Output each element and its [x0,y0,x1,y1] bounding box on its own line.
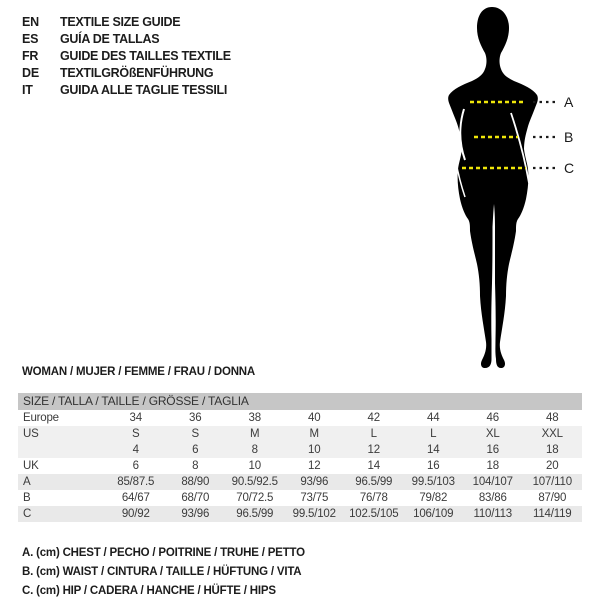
row-label: B [23,492,31,504]
marker-label-waist: B [564,129,574,145]
size-table-row [18,474,582,490]
size-table-row [18,426,582,442]
measure-legend [22,544,305,601]
size-table-header: SIZE / TALLA / TAILLE / GRÖSSE / TAGLIA [18,393,582,410]
size-cell: 14 [427,444,440,456]
language-guide-row [22,31,231,48]
size-cell: 12 [308,460,321,472]
size-cell: 96.5/99 [236,508,274,520]
size-cell: 73/75 [300,492,329,504]
row-label: C [23,508,32,520]
size-cell: 88/90 [181,476,210,488]
size-cell: 38 [248,412,261,424]
row-label: A [23,476,31,488]
size-cell: 90.5/92.5 [231,476,278,488]
size-cell: 6 [192,444,199,456]
language-guide [22,14,231,99]
size-cell: 107/110 [532,476,572,488]
size-cell: 42 [367,412,380,424]
size-cell: 76/78 [359,492,388,504]
size-cell: L [370,428,377,440]
size-cell: 90/92 [121,508,150,520]
size-cell: 87/90 [538,492,567,504]
size-table-body [18,410,582,522]
size-cell: 79/82 [419,492,448,504]
language-guide-row [22,82,231,99]
size-cell: XXL [541,428,563,440]
size-cell: 4 [132,444,139,456]
size-cell: 70/72.5 [236,492,274,504]
size-cell: 44 [427,412,440,424]
size-cell: 14 [367,460,380,472]
row-label: UK [23,460,39,472]
language-code: ES [22,32,39,46]
size-cell: 10 [308,444,321,456]
size-table [18,393,582,522]
size-cell: 6 [132,460,139,472]
size-table-row [18,442,582,458]
size-cell: 16 [427,460,440,472]
size-cell: 36 [189,412,202,424]
size-cell: 8 [251,444,258,456]
size-cell: 85/87.5 [117,476,155,488]
size-cell: 96.5/99 [355,476,393,488]
size-cell: 83/86 [478,492,507,504]
measure-legend-line: B. (cm) WAIST / CINTURA / TAILLE / HÜFTUNG / VITA [22,566,302,578]
size-cell: 93/96 [181,508,210,520]
size-cell: 102.5/105 [349,508,399,520]
language-code: EN [22,15,39,29]
language-guide-title: TEXTILGRÖßENFÜHRUNG [60,66,214,80]
measure-legend-line: A. (cm) CHEST / PECHO / POITRINE / TRUHE / PETTO [22,547,305,559]
marker-label-chest: A [564,94,574,110]
size-cell: 104/107 [472,476,513,488]
section-title: WOMAN / MUJER / FEMME / FRAU / DONNA [22,366,256,378]
language-guide-title: GUIDE DES TAILLES TEXTILE [60,49,231,63]
size-cell: 18 [546,444,559,456]
size-cell: 106/109 [413,508,454,520]
size-cell: 114/119 [533,508,572,520]
marker-label-hip: C [564,160,575,176]
size-cell: 8 [192,460,199,472]
size-cell: 34 [129,412,142,424]
row-label: US [23,428,39,440]
size-table-row [18,506,582,522]
size-cell: 48 [546,412,559,424]
language-code: DE [22,66,39,80]
size-cell: 20 [546,460,559,472]
size-cell: 18 [486,460,499,472]
size-cell: 16 [486,444,499,456]
size-cell: 64/67 [121,492,150,504]
measure-legend-line: C. (cm) HIP / CADERA / HANCHE / HÜFTE / HIPS [22,585,276,597]
size-cell: 93/96 [300,476,329,488]
language-guide-row [22,14,231,31]
size-cell: M [309,428,319,440]
language-guide-row [22,48,231,65]
size-cell: S [191,428,199,440]
size-cell: 99.5/102 [292,508,336,520]
size-cell: 99.5/103 [411,476,455,488]
size-cell: 68/70 [181,492,210,504]
row-label [18,442,106,458]
language-code: IT [22,83,33,97]
size-cell: S [132,428,140,440]
size-cell: M [250,428,260,440]
language-code: FR [22,49,39,63]
size-table-row [18,490,582,506]
size-cell: 12 [367,444,380,456]
size-cell: XL [485,428,500,440]
row-label: Europe [23,412,59,424]
size-cell: 40 [308,412,321,424]
size-cell: 110/113 [473,508,512,520]
language-guide-title: TEXTILE SIZE GUIDE [60,15,181,29]
size-cell: 46 [486,412,499,424]
size-table-row [18,458,582,474]
size-cell: L [430,428,437,440]
woman-silhouette-svg [405,5,595,375]
language-guide-title: GUÍA DE TALLAS [60,32,160,46]
language-guide-title: GUIDA ALLE TAGLIE TESSILI [60,83,228,97]
woman-silhouette-figure [405,5,595,375]
language-guide-row [22,65,231,82]
size-table-row [18,410,582,426]
size-cell: 10 [248,460,261,472]
